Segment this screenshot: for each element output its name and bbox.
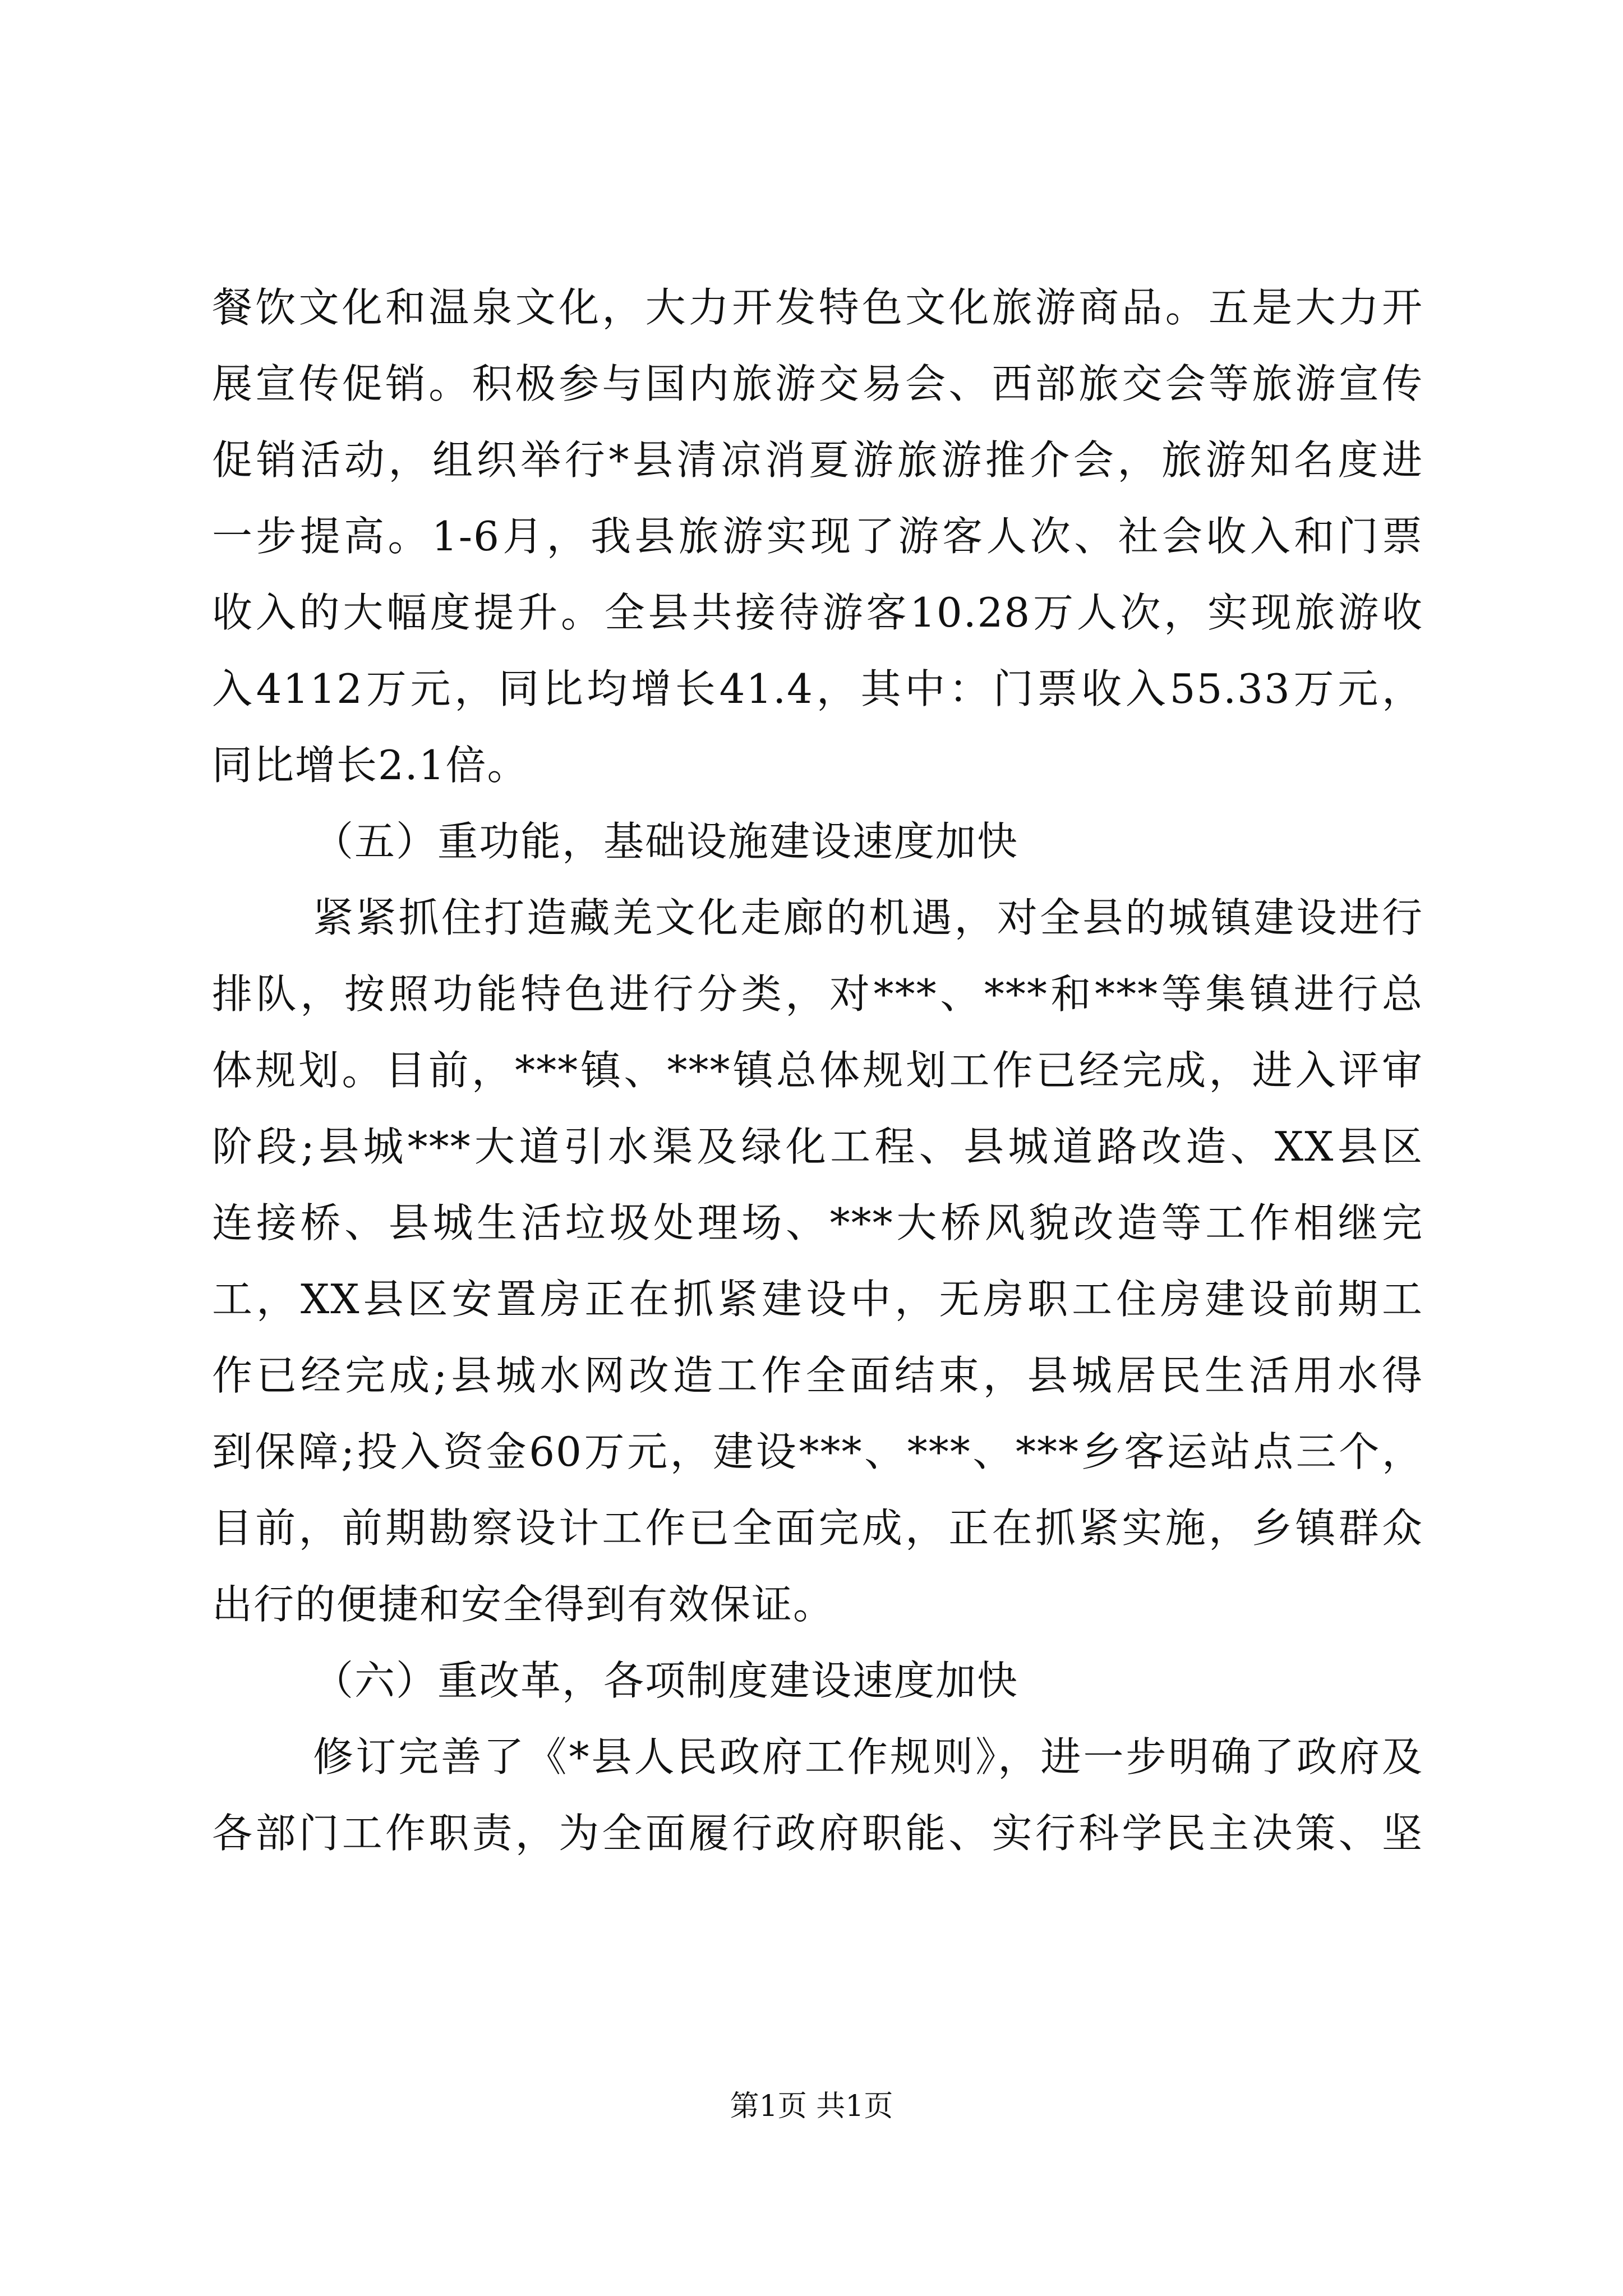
section-heading-5: （五）重功能，基础设施建设速度加快 bbox=[313, 818, 1019, 865]
text-line: 紧紧抓住打造藏羌文化走廊的机遇，对全县的城镇建设进行 bbox=[313, 894, 1423, 941]
page-footer: 第1页 共1页 bbox=[730, 2090, 893, 2123]
text-line: 同比增长2.1倍。 bbox=[212, 742, 529, 789]
paragraph-reform bbox=[212, 1719, 1423, 1871]
text-line: 工，XX县区安置房正在抓紧建设中，无房职工住房建设前期工 bbox=[212, 1276, 1423, 1323]
text-line: 各部门工作职责，为全面履行政府职能、实行科学民主决策、坚 bbox=[212, 1810, 1423, 1857]
text-line: 修订完善了《*县人民政府工作规则》，进一步明确了政府及 bbox=[313, 1733, 1423, 1780]
text-line: 排队，按照功能特色进行分类，对***、***和***等集镇进行总 bbox=[212, 970, 1423, 1018]
text-line: 展宣传促销。积极参与国内旅游交易会、西部旅交会等旅游宣传 bbox=[212, 360, 1423, 407]
text-line: 连接桥、县城生活垃圾处理场、***大桥风貌改造等工作相继完 bbox=[212, 1199, 1423, 1246]
text-line: 收入的大幅度提升。全县共接待游客10.28万人次，实现旅游收 bbox=[212, 589, 1423, 636]
text-line: 一步提高。1-6月，我县旅游实现了游客人次、社会收入和门票 bbox=[212, 513, 1423, 560]
section-heading-6: （六）重改革，各项制度建设速度加快 bbox=[313, 1657, 1019, 1704]
text-line: 餐饮文化和温泉文化，大力开发特色文化旅游商品。五是大力开 bbox=[212, 284, 1423, 331]
text-line: 体规划。目前，***镇、***镇总体规划工作已经完成，进入评审 bbox=[212, 1047, 1423, 1094]
text-line: 作已经完成;县城水网改造工作全面结束，县城居民生活用水得 bbox=[212, 1352, 1423, 1399]
text-line: 到保障;投入资金60万元，建设***、***、***乡客运站点三个， bbox=[212, 1428, 1423, 1475]
document-body bbox=[212, 269, 1423, 1871]
text-line: 促销活动，组织举行*县清凉消夏游旅游推介会，旅游知名度进 bbox=[212, 436, 1423, 484]
text-line: 出行的便捷和安全得到有效保证。 bbox=[212, 1581, 835, 1628]
paragraph-infrastructure bbox=[212, 880, 1423, 1642]
text-line: 阶段;县城***大道引水渠及绿化工程、县城道路改造、XX县区 bbox=[212, 1123, 1423, 1170]
text-line: 目前，前期勘察设计工作已全面完成，正在抓紧实施，乡镇群众 bbox=[212, 1504, 1423, 1552]
paragraph-tourism bbox=[212, 269, 1423, 803]
text-line: 入4112万元，同比均增长41.4，其中：门票收入55.33万元， bbox=[212, 665, 1423, 712]
